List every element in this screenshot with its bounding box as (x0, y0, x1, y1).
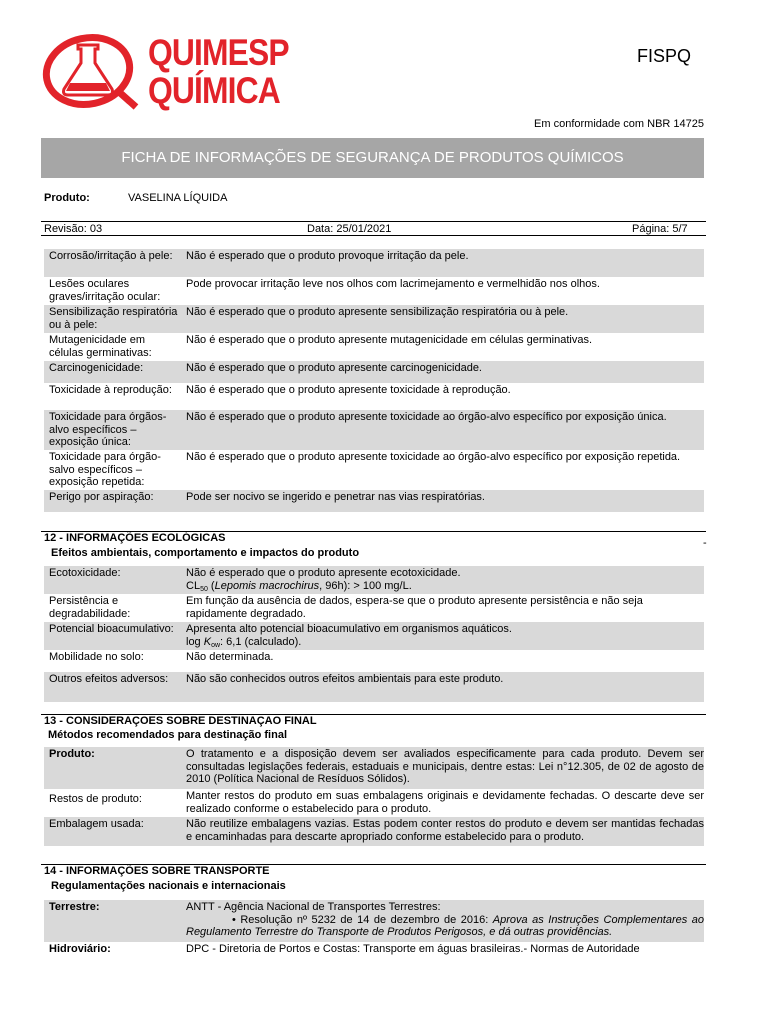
tox-label: Toxicidade à reprodução: (49, 384, 172, 396)
bio-line-1: Apresenta alto potencial bioacumulativo em organismos aquáticos. (186, 623, 512, 635)
land-agency: ANTT - Agência Nacional de Transportes Terrestres: (186, 901, 441, 913)
disposal-value: Manter restos do produto em suas embalagens originais e devidamente fechadas. O descarte deve ser realizado conforme o estabelecido para o produto. (186, 790, 704, 815)
product-label: Produto: (44, 192, 90, 204)
tox-row (44, 383, 704, 410)
eco-value: Não determinada. (186, 651, 274, 663)
eco-label: Mobilidade no solo: (49, 651, 144, 663)
section-13-subtitle: Métodos recomendados para destinação final (48, 729, 288, 741)
eco-label: Outros efeitos adversos: (49, 673, 169, 685)
section-13-title: 13 - CONSIDERAÇOES SOBRE DESTINAÇAO FINAL (44, 715, 317, 727)
transport-row (44, 900, 704, 942)
tox-row (44, 249, 704, 277)
product-name: VASELINA LÍQUIDA (128, 192, 228, 204)
eco-label: Ecotoxicidade: (49, 567, 121, 579)
disposal-label: Embalagem usada: (49, 818, 144, 830)
company-logo-text: QUIMESP QUÍMICA (148, 32, 289, 111)
disposal-value: Não reutilize embalagens vazias. Estas podem conter restos do produto e devem ser mantidas fechadas e encaminhadas para descarte apropriado conforme estabelecido para o produto. (186, 818, 704, 843)
tox-label: Perigo por aspiração: (49, 491, 154, 503)
eco-label: Potencial bioacumulativo: (49, 623, 174, 635)
tox-label: Mutagenicidade em células germinativas: (49, 334, 152, 359)
disposal-row (44, 789, 704, 817)
disposal-value: O tratamento e a disposição devem ser avaliados especificamente para cada produto. Devem ser consultadas legislações federais, estaduais e municipais, dentre estas: Lei n°12.305, de 02 de agosto de 2010 (Política Nacional de Resíduos Sólidos). (186, 748, 704, 786)
transport-value (186, 901, 704, 939)
tox-row (44, 450, 704, 490)
company-logo-icon (40, 33, 144, 111)
disposal-label: Produto: (49, 748, 95, 760)
revision-number: Revisão: 03 (44, 223, 103, 235)
eco-row (44, 622, 704, 650)
eco-row (44, 594, 704, 622)
tox-value: Não é esperado que o produto apresente carcinogenicidade. (186, 362, 482, 374)
tox-row (44, 333, 704, 361)
eco-label: Persistência e degradabilidade: (49, 595, 131, 620)
eco-row (44, 650, 704, 672)
tox-label: Corrosão/irritação à pele: (49, 250, 173, 262)
eco-line-2: $CL_{50}$ (Lepomis macrochirus, 96h): > 100 mg/L. (186, 579, 412, 593)
section-12-title: 12 - INFORMAÇÕES ECOLÓGICAS (44, 532, 226, 544)
tox-label: Toxicidade para órgãos-alvo específicos –exposição única: (49, 411, 167, 449)
section-14-subtitle: Regulamentações nacionais e internacionais (51, 880, 286, 892)
tox-value: Não é esperado que o produto apresente toxicidade ao órgão-alvo específico por exposição repetida. (186, 451, 681, 463)
disposal-label: Restos de produto: (49, 793, 142, 805)
disposal-row (44, 817, 704, 846)
revision-divider-bottom (41, 235, 706, 236)
tox-value: Não é esperado que o produto provoque irritação da pele. (186, 250, 469, 262)
tox-row (44, 490, 704, 512)
tox-row (44, 410, 704, 450)
tox-value: Não é esperado que o produto apresente mutagenicidade em células germinativas. (186, 334, 593, 346)
tox-label: Toxicidade para órgão-salvo específicos – exposição repetida: (49, 451, 161, 489)
section-12-subtitle: Efeitos ambientais, comportamento e impactos do produto (51, 547, 360, 559)
eco-row (44, 672, 704, 702)
eco-line-1: Não é esperado que o produto apresente ecotoxicidade. (186, 567, 461, 579)
transport-row (44, 942, 704, 960)
section-14-title: 14 - INFORMAÇÕES SOBRE TRANSPORTE (44, 865, 270, 877)
tox-value: Não é esperado que o produto apresente toxicidade ao órgão-alvo específico por exposição única. (186, 411, 667, 423)
stray-dash: - (703, 537, 707, 549)
tox-value: Não é esperado que o produto apresente sensibilização respiratória ou à pele. (186, 306, 569, 318)
eco-value: Não são conhecidos outros efeitos ambientais para este produto. (186, 673, 504, 685)
bio-line-2: $\log K_{ow}$: 6,1 (calculado). (186, 635, 302, 649)
tox-row (44, 305, 704, 333)
document-code: FISPQ (637, 46, 692, 66)
eco-value: Em função da ausência de dados, espera-se que o produto apresente persistência e não seja rapidamente degradado. (186, 595, 643, 620)
eco-row (44, 566, 704, 594)
eco-value (186, 567, 704, 594)
eco-value (186, 623, 704, 650)
tox-value: Não é esperado que o produto apresente toxicidade à reprodução. (186, 384, 511, 396)
land-resolution: • Resolução nº 5232 de 14 de dezembro de 2016: Aprova as Instruções Complementares ao Regulamento Terrestre do Transporte de Produtos Perigosos, e dá outras providências. (186, 913, 704, 939)
transport-value: DPC - Diretoria de Portos e Costas: Transporte em águas brasileiras.- Normas de Autoridade (186, 943, 640, 955)
page-number: Página: 5/7 (632, 223, 688, 235)
tox-row (44, 277, 704, 305)
document-title: FICHA DE INFORMAÇÕES DE SEGURANÇA DE PRODUTOS QUÍMICOS (121, 149, 624, 167)
disposal-row (44, 747, 704, 789)
tox-label: Lesões oculares graves/irritação ocular: (49, 278, 161, 303)
transport-label: Hidroviário: (49, 943, 111, 955)
tox-value: Pode ser nocivo se ingerido e penetrar nas vias respiratórias. (186, 491, 485, 503)
revision-divider-top (41, 221, 706, 222)
tox-row (44, 361, 704, 383)
conformity-note: Em conformidade com NBR 14725 (534, 118, 704, 130)
document-title-banner (41, 138, 704, 178)
transport-label: Terrestre: (49, 901, 100, 913)
revision-date: Data: 25/01/2021 (307, 223, 392, 235)
tox-label: Sensibilização respiratória ou à pele: (49, 306, 178, 331)
tox-label: Carcinogenicidade: (49, 362, 144, 374)
tox-value: Pode provocar irritação leve nos olhos com lacrimejamento e vermelhidão nos olhos. (186, 278, 600, 290)
